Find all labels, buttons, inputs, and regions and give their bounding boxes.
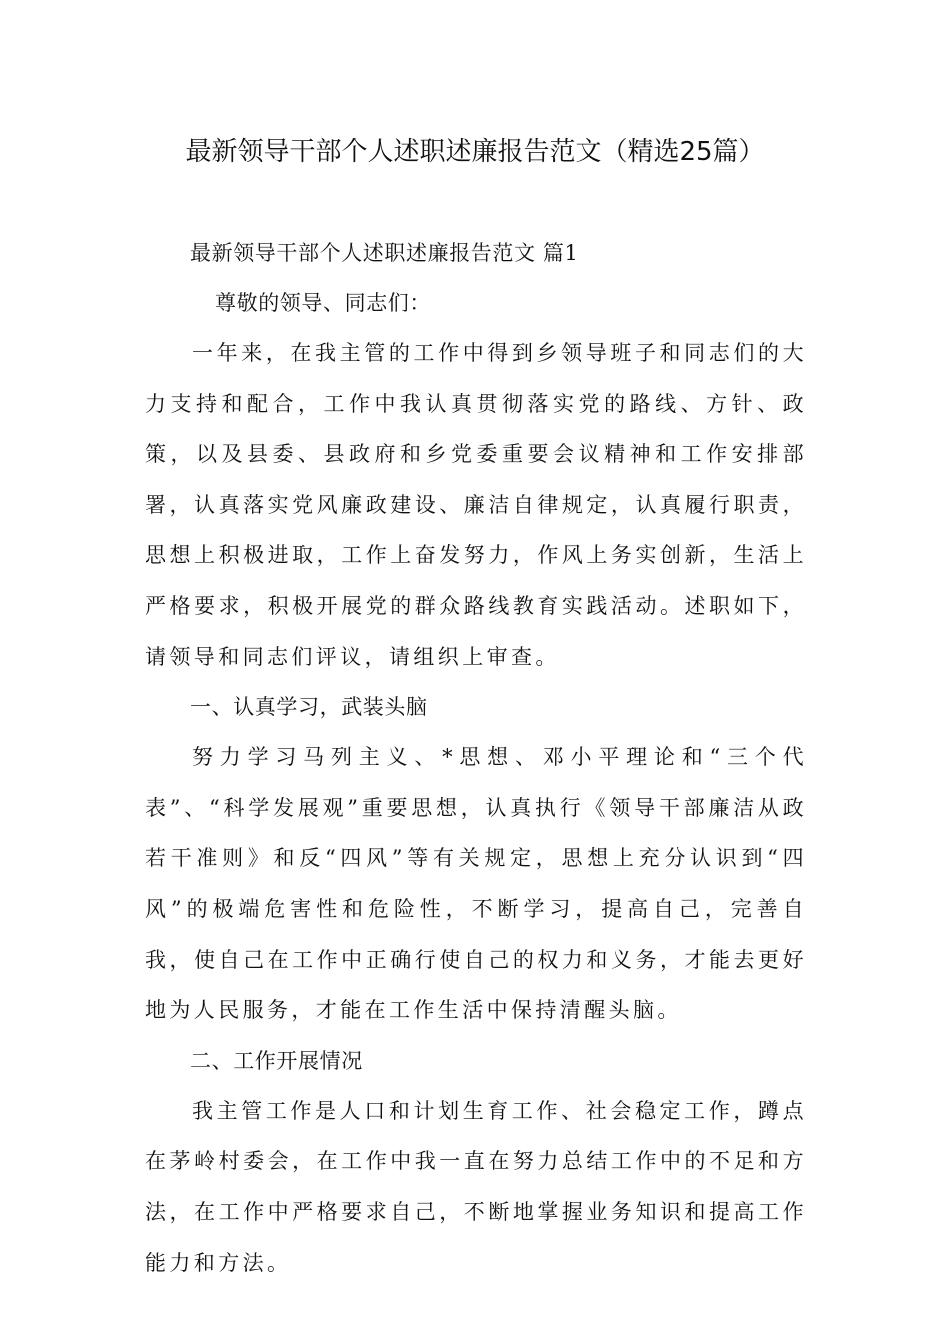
document-body — [145, 228, 807, 1288]
heading-work: 二、工作开展情况 — [190, 1048, 363, 1073]
paragraph-work: 我主管工作是人口和计划生育工作、社会稳定工作，蹲点在茅岭村委会，在工作中我一直在努力总结工作中的不足和方法，在工作中严格要求自己，不断地掌握业务知识和提高工作能力和方法。 — [145, 1098, 807, 1275]
section-heading: 最新领导干部个人述职述廉报告范文 篇1 — [190, 241, 579, 265]
paragraph-intro: 一年来，在我主管的工作中得到乡领导班子和同志们的大力支持和配合，工作中我认真贯彻落实党的路线、方针、政策，以及县委、县政府和乡党委重要会议精神和工作安排部署，认真落实党风廉政建设、廉洁自律规定，认真履行职责，思想上积极进取，工作上奋发努力，作风上务实创新，生活上严格要求，积极开展党的群众路线教育实践活动。述职如下，请领导和同志们评议，请组织上审查。 — [145, 341, 807, 669]
salutation: 尊敬的领导、同志们： — [215, 291, 431, 315]
document-title: 最新领导干部个人述职述廉报告范文（精选25篇） — [185, 137, 765, 167]
heading-study: 一、认真学习，武装头脑 — [190, 695, 428, 720]
paragraph-study: 努力学习马列主义、*思想、邓小平理论和“三个代表”、“科学发展观”重要思想，认真执行《领导干部廉洁从政若干准则》和反“四风”等有关规定，思想上充分认识到“四风”的极端危害性和危险性，不断学习，提高自己，完善自我，使自己在工作中正确行使自己的权力和义务，才能去更好地为人民服务，才能在工作生活中保持清醒头脑。 — [145, 745, 807, 1023]
